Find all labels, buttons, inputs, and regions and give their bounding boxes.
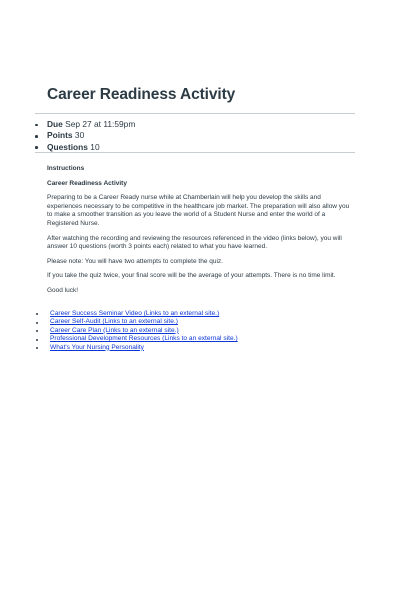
points-value: 30 (74, 130, 85, 141)
points-label: Points (47, 130, 73, 141)
career-self-audit-link[interactable]: Career Self-Audit (Links to an external site.) (50, 318, 178, 326)
description-paragraph: Please note: You will have two attempts to complete the quiz. (47, 257, 223, 265)
questions-label: Questions (47, 141, 88, 152)
description-paragraph: Preparing to be a Career Ready nurse while at Chamberlain will help you develop the skills and experiences necessary to be competitive in the healthcare job market. The preparation will also allow you to make a smoother transition as you leave the world of a Student Nurse and enter the world of a Registered Nurse. (47, 194, 350, 227)
description-paragraph: Good luck! (47, 286, 79, 294)
career-success-seminar-link[interactable]: Career Success Seminar Video (Links to an external site.) (50, 310, 220, 317)
assignment-description (47, 165, 354, 302)
due-label: Due (47, 119, 63, 129)
instructions-heading: Instructions (47, 165, 85, 172)
page-title: Career Readiness Activity (47, 86, 236, 103)
nursing-personality-link[interactable]: What's Your Nursing Personality (50, 343, 144, 351)
career-care-plan-link[interactable]: Career Care Plan (Links to an external site.) (50, 326, 179, 334)
details-divider (35, 152, 355, 153)
title-divider (35, 113, 355, 114)
instructions-subheading: Career Readiness Activity (47, 179, 127, 187)
due-detail (33, 119, 135, 130)
list-item (33, 310, 238, 318)
list-item (33, 327, 238, 335)
list-item (33, 318, 238, 326)
due-value: Sep 27 at 11:59pm (65, 119, 136, 129)
professional-development-link[interactable]: Professional Development Resources (Links to an external site.) (50, 335, 238, 343)
description-paragraph: If you take the quiz twice, your final score will be the average of your attempts. There is no time limit. (47, 272, 336, 280)
list-item (33, 335, 238, 343)
questions-value: 10 (90, 141, 100, 152)
assignment-details-list (33, 119, 135, 153)
resource-links-list (33, 310, 238, 352)
list-item (33, 344, 238, 352)
points-detail (33, 130, 135, 141)
description-paragraph: After watching the recording and reviewing the resources referenced in the video (links below), you will answer 10 questions (worth 3 points each) related to what you have learned. (47, 234, 342, 251)
